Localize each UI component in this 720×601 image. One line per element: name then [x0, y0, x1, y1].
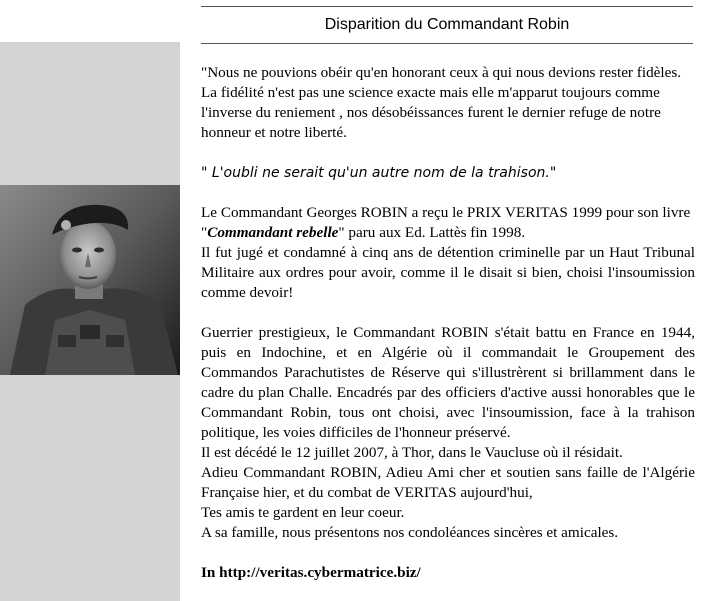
quote-line-1: "Nous ne pouvions obéir qu'en honorant ceux à qui nous devions rester fidèles.: [201, 64, 682, 81]
epigraph: [201, 163, 695, 183]
page-title: Disparition du Commandant Robin: [324, 16, 570, 33]
prize-after-title: " paru aux Ed. Lattès fin 1998.: [338, 224, 526, 241]
commander-portrait-photo: [0, 185, 180, 375]
sentence-paragraph: Il fut jugé et condamné à cinq ans de détention criminelle par un Haut Tribunal Militaire aux ordres pour avoir, comme il le disait si bien, choisi l'insoumission comme devoir!: [201, 244, 695, 301]
prize-paragraph: [201, 203, 695, 243]
friends-line: Tes amis te gardent en leur coeur.: [201, 504, 405, 521]
family-line: A sa famille, nous présentons nos condoléances sincères et amicales.: [201, 524, 619, 541]
bio-paragraph: Guerrier prestigieux, le Commandant ROBIN s'était battu en France en 1944, puis en Indochine, et en Algérie où il commandait le Groupement des Commandos Parachutistes de Réserve qui s'illustrèrent si brillamment dans le cadre du plan Challe. Encadrés par des officiers d'active aussi honorables que le Commandant Robin, tous ont choisi, avec l'insoumission, face à la trahison politique, les voies difficiles de l'honneur préservé.: [201, 324, 695, 441]
quote-line-2: La fidélité n'est pas une science exacte mais elle m'apparut toujours comme l'inverse du reniement , nos désobéissances furent le dernier refuge de notre honneur et notre liberté.: [201, 84, 661, 141]
epigraph-close: ": [549, 165, 557, 181]
article-body: [201, 63, 695, 583]
book-title: Commandant rebelle: [207, 224, 339, 241]
epigraph-text: L'oubli ne serait qu'un autre nom de la trahison.: [211, 165, 550, 181]
farewell-line: Adieu Commandant ROBIN, Adieu Ami cher et soutien sans faille de l'Algérie Française hier, et du combat de VERITAS aujourd'hui,: [201, 464, 695, 501]
death-line: Il est décédé le 12 juillet 2007, à Thor, dans le Vaucluse où il résidait.: [201, 444, 623, 461]
epigraph-open: ": [201, 165, 212, 181]
source-link[interactable]: In http://veritas.cybermatrice.biz/: [201, 564, 421, 581]
title-top-rule: [201, 6, 693, 7]
title-bottom-rule: [201, 43, 693, 44]
prize-intro: Le Commandant Georges ROBIN a reçu le PRIX VERITAS 1999 pour son livre ": [201, 204, 691, 241]
